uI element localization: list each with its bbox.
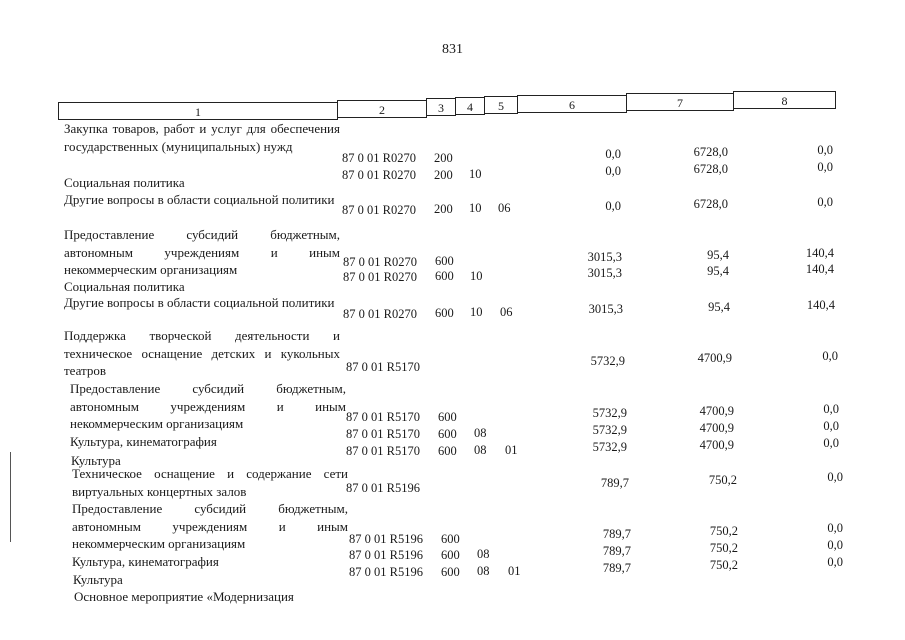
value-col-6: 0,0 (605, 164, 621, 178)
value-col-8: 140,4 (805, 262, 834, 276)
value-col-6: 789,7 (602, 561, 631, 575)
value-col-8: 0,0 (827, 555, 843, 569)
target-code: 87 0 01 R5196 (346, 481, 420, 495)
value-col-8: 0,0 (822, 349, 838, 363)
value-col-7: 95,4 (707, 248, 729, 262)
header-col-7: 7 (626, 93, 734, 111)
row-description: Другие вопросы в области социальной политики (64, 295, 335, 310)
target-code: 87 0 01 R5170 (346, 360, 420, 374)
value-col-8: 0,0 (827, 538, 843, 552)
row-description: Культура, кинематография (70, 434, 217, 449)
row-description: Культура (73, 572, 123, 587)
section-code: 08 (477, 564, 490, 578)
value-col-7: 4700,9 (699, 438, 734, 452)
row-description: Культура, кинематография (72, 554, 219, 569)
expense-type: 600 (441, 565, 460, 579)
value-col-8: 0,0 (823, 402, 839, 416)
expense-type: 200 (434, 151, 453, 165)
value-col-6: 0,0 (605, 147, 621, 161)
header-col-8: 8 (733, 91, 836, 109)
subsection-code: 06 (498, 201, 511, 215)
value-col-6: 5732,9 (592, 440, 627, 454)
value-col-7: 95,4 (708, 300, 730, 314)
header-col-6: 6 (517, 95, 627, 113)
expense-type: 600 (438, 444, 457, 458)
value-col-8: 0,0 (817, 160, 833, 174)
value-col-8: 140,4 (805, 246, 834, 260)
subsection-code: 01 (508, 564, 521, 578)
target-code: 87 0 01 R0270 (343, 255, 417, 269)
header-col-5: 5 (484, 96, 518, 114)
section-code: 08 (474, 426, 487, 440)
target-code: 87 0 01 R5170 (346, 410, 420, 424)
expense-type: 200 (434, 168, 453, 182)
margin-line (10, 452, 11, 542)
target-code: 87 0 01 R0270 (342, 151, 416, 165)
subsection-code: 06 (500, 305, 513, 319)
target-code: 87 0 01 R0270 (343, 307, 417, 321)
expense-type: 600 (435, 306, 454, 320)
target-code: 87 0 01 R5196 (349, 548, 423, 562)
section-code: 10 (469, 201, 482, 215)
value-col-7: 4700,9 (697, 351, 732, 365)
table-header (58, 92, 836, 119)
value-col-6: 3015,3 (587, 266, 622, 280)
value-col-8: 0,0 (823, 436, 839, 450)
section-code: 10 (470, 305, 483, 319)
value-col-6: 789,7 (600, 476, 629, 490)
row-description: Закупка товаров, работ и услуг для обеспечения государственных (муниципальных) нужд (64, 121, 340, 154)
expense-type: 600 (435, 254, 454, 268)
row-description: Другие вопросы в области социальной политики (64, 192, 335, 207)
value-col-6: 3015,3 (587, 250, 622, 264)
row-description: Предоставление субсидий бюджетным, автономным учреждениям и иным некоммерческим организациям (64, 227, 340, 277)
row-description: Техническое оснащение и содержание сети виртуальных концертных залов (72, 466, 348, 499)
header-col-4: 4 (455, 97, 485, 115)
subsection-code: 01 (505, 443, 518, 457)
value-col-6: 789,7 (602, 544, 631, 558)
value-col-7: 6728,0 (693, 145, 728, 159)
value-col-7: 6728,0 (693, 197, 728, 211)
value-col-7: 95,4 (707, 264, 729, 278)
target-code: 87 0 01 R0270 (342, 203, 416, 217)
section-code: 10 (470, 269, 483, 283)
value-col-8: 0,0 (823, 419, 839, 433)
value-col-7: 750,2 (709, 558, 738, 572)
row-description: Основное мероприятие «Модернизация (74, 589, 294, 604)
page-number: 831 (442, 42, 463, 57)
value-col-8: 0,0 (817, 195, 833, 209)
row-description: Культура (71, 453, 121, 468)
expense-type: 600 (435, 269, 454, 283)
header-col-2: 2 (337, 100, 427, 118)
target-code: 87 0 01 R5196 (349, 565, 423, 579)
value-col-7: 4700,9 (699, 404, 734, 418)
value-col-8: 0,0 (817, 143, 833, 157)
row-description: Предоставление субсидий бюджетным, автономным учреждениям и иным некоммерческим организациям (72, 501, 348, 551)
target-code: 87 0 01 R5196 (349, 532, 423, 546)
value-col-6: 5732,9 (592, 406, 627, 420)
target-code: 87 0 01 R5170 (346, 427, 420, 441)
value-col-7: 750,2 (709, 524, 738, 538)
expense-type: 600 (438, 410, 457, 424)
value-col-8: 0,0 (827, 470, 843, 484)
value-col-6: 5732,9 (592, 423, 627, 437)
value-col-7: 4700,9 (699, 421, 734, 435)
row-description: Предоставление субсидий бюджетным, автономным учреждениям и иным некоммерческим организациям (70, 381, 346, 431)
value-col-8: 0,0 (827, 521, 843, 535)
target-code: 87 0 01 R0270 (342, 168, 416, 182)
row-description: Социальная политика (64, 175, 185, 190)
header-col-1: 1 (58, 102, 338, 120)
header-col-3: 3 (426, 98, 456, 116)
value-col-6: 5732,9 (590, 354, 625, 368)
value-col-7: 750,2 (709, 541, 738, 555)
value-col-6: 0,0 (605, 199, 621, 213)
value-col-7: 6728,0 (693, 162, 728, 176)
value-col-8: 140,4 (806, 298, 835, 312)
section-code: 08 (477, 547, 490, 561)
value-col-7: 750,2 (708, 473, 737, 487)
expense-type: 600 (438, 427, 457, 441)
expense-type: 600 (441, 532, 460, 546)
target-code: 87 0 01 R0270 (343, 270, 417, 284)
section-code: 08 (474, 443, 487, 457)
value-col-6: 789,7 (602, 527, 631, 541)
expense-type: 200 (434, 202, 453, 216)
value-col-6: 3015,3 (588, 302, 623, 316)
section-code: 10 (469, 167, 482, 181)
row-description: Поддержка творческой деятельности и техническое оснащение детских и кукольных театров (64, 328, 340, 378)
target-code: 87 0 01 R5170 (346, 444, 420, 458)
row-description: Социальная политика (64, 279, 185, 294)
expense-type: 600 (441, 548, 460, 562)
